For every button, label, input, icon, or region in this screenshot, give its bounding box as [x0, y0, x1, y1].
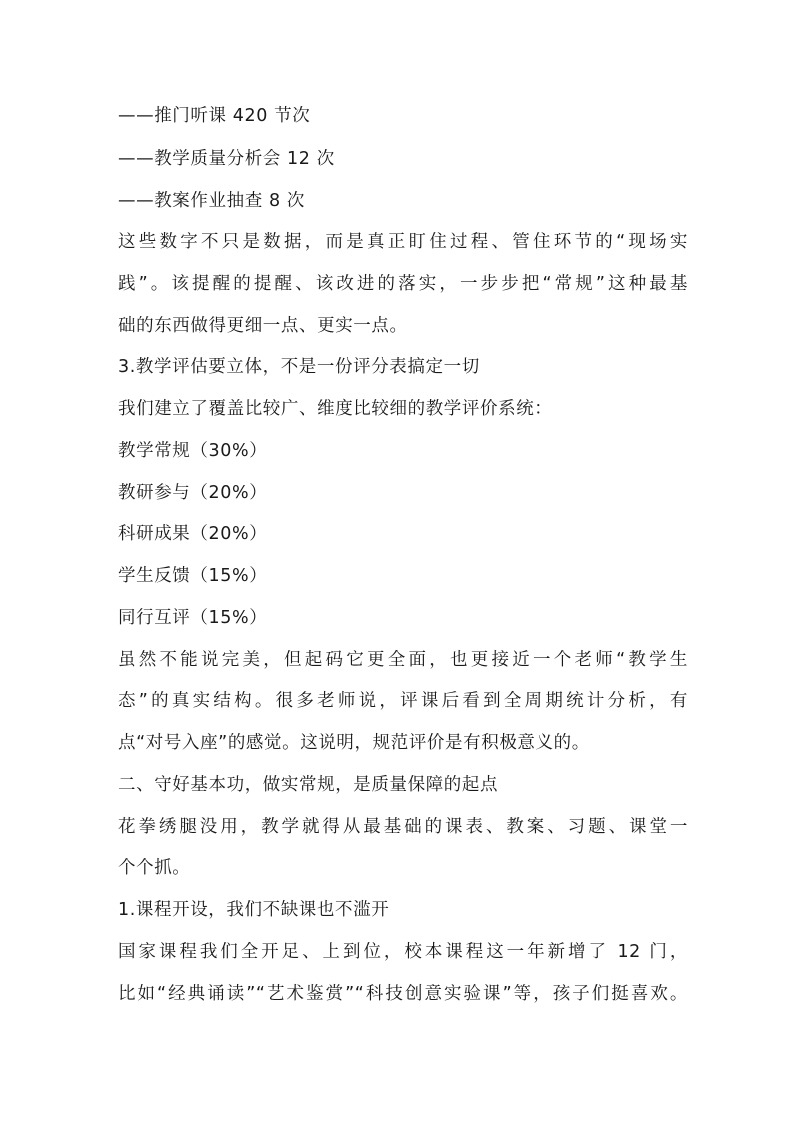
list-item-evaluation: 同行互评（15%）	[118, 608, 268, 628]
paragraph-line: 态”的真实结构。很多老师说，评课后看到全周期统计分析，有	[118, 691, 688, 711]
paragraph-line: 点“对号入座”的感觉。这说明，规范评价是有积极意义的。	[118, 733, 590, 753]
paragraph-line: 这些数字不只是数据，而是真正盯住过程、管住环节的“现场实	[118, 232, 688, 252]
paragraph-line: 虽然不能说完美，但起码它更全面，也更接近一个老师“教学生	[118, 650, 688, 670]
paragraph-line: 践”。该提醒的提醒、该改进的落实，一步步把“常规”这种最基	[118, 274, 688, 294]
list-item-evaluation: 教研参与（20%）	[118, 483, 268, 503]
paragraph-line: 花拳绣腿没用，教学就得从最基础的课表、教案、习题、课堂一	[118, 817, 688, 837]
paragraph-line: 国家课程我们全开足、上到位，校本课程这一年新增了 12 门，	[118, 942, 688, 962]
section-heading: 二、守好基本功，做实常规，是质量保障的起点	[118, 775, 499, 795]
section-heading: 3.教学评估要立体，不是一份评分表搞定一切	[118, 357, 480, 377]
paragraph-line: 比如“经典诵读”“艺术鉴赏”“科技创意实验课”等，孩子们挺喜欢。	[118, 984, 688, 1004]
list-item-quality-meeting: ——教学质量分析会 12 次	[118, 149, 335, 169]
list-item-lesson-observation: ——推门听课 420 节次	[118, 106, 311, 126]
section-heading: 1.课程开设，我们不缺课也不滥开	[118, 900, 390, 920]
list-item-evaluation: 科研成果（20%）	[118, 524, 268, 544]
list-item-evaluation: 学生反馈（15%）	[118, 566, 268, 586]
paragraph-line: 个个抓。	[118, 858, 191, 878]
list-item-lesson-plan-check: ——教案作业抽查 8 次	[118, 191, 305, 211]
list-item-evaluation: 教学常规（30%）	[118, 441, 268, 461]
paragraph-line: 我们建立了覆盖比较广、维度比较细的教学评价系统：	[118, 399, 553, 419]
paragraph-line: 础的东西做得更细一点、更实一点。	[118, 316, 408, 336]
